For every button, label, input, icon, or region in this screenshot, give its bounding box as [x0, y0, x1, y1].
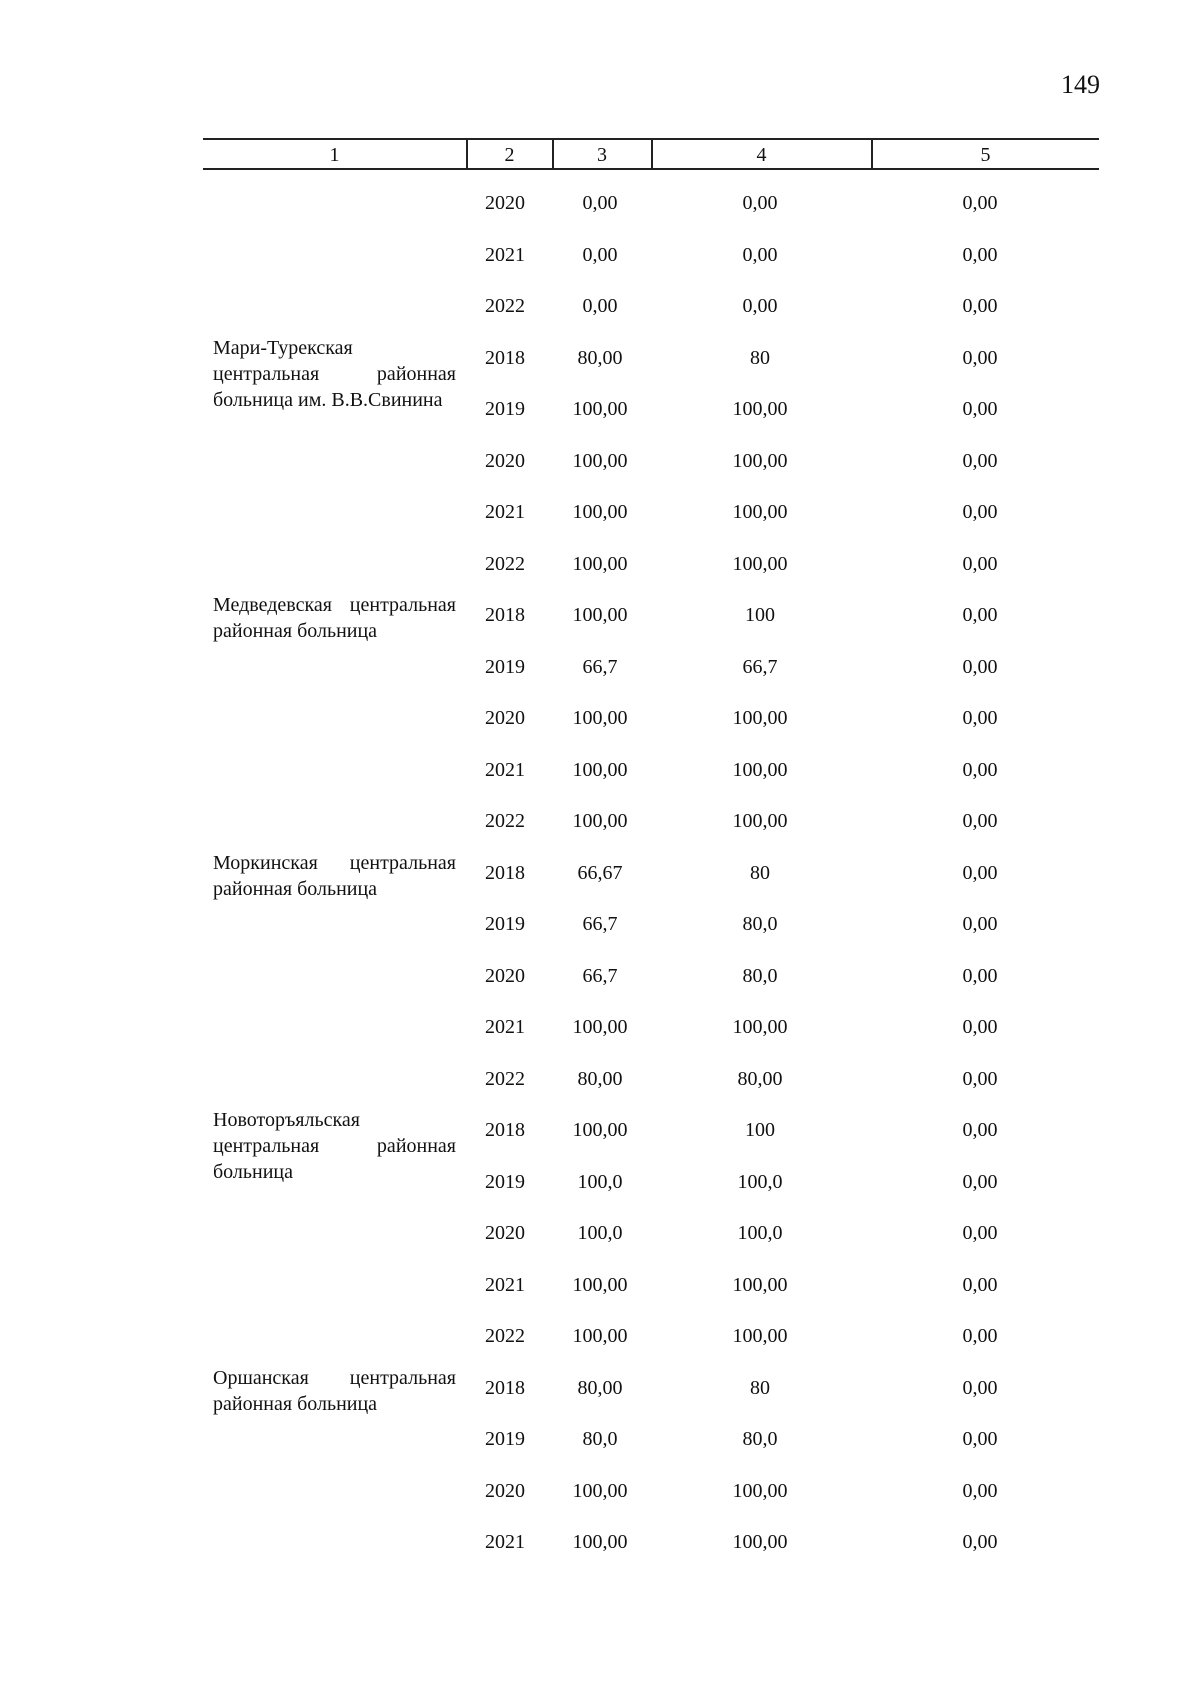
table-body [0, 176, 1200, 1567]
year-cell: 2021 [485, 243, 525, 266]
col3-value: 100,00 [572, 449, 628, 472]
year-cell: 2019 [485, 655, 525, 678]
col4-value: 100,00 [732, 1325, 788, 1347]
year-cell: 2022 [485, 295, 525, 317]
col5-value: 0,00 [962, 758, 998, 781]
col5-value: 0,00 [962, 707, 998, 729]
col5-value: 0,00 [962, 346, 998, 369]
col5-value: 0,00 [962, 243, 998, 266]
year-cell: 2022 [485, 810, 525, 832]
year-cell: 2020 [485, 964, 525, 987]
col3-value: 100,00 [572, 552, 628, 575]
table-row [0, 537, 1200, 589]
col4-value: 100,00 [732, 552, 788, 575]
year-cell: 2019 [485, 913, 525, 935]
col4-value: 0,00 [742, 243, 778, 266]
year-cell: 2020 [485, 707, 525, 729]
col5-value: 0,00 [962, 964, 998, 987]
table-row [0, 640, 1200, 692]
hospital-block [0, 588, 1200, 846]
hospital-block [0, 1361, 1200, 1567]
table-row [0, 1206, 1200, 1258]
col3-value: 100,00 [572, 1479, 628, 1502]
table-row [0, 1515, 1200, 1567]
col3-value: 100,00 [572, 1273, 628, 1296]
page-number: 149 [1061, 70, 1100, 99]
col5-value: 0,00 [962, 861, 998, 884]
col3-value: 0,00 [582, 192, 618, 214]
col4-value: 100,00 [732, 1479, 788, 1502]
table-row [0, 846, 1200, 898]
col4-value: 0,00 [742, 192, 778, 214]
col3-value: 100,00 [572, 398, 628, 420]
col5-value: 0,00 [962, 1170, 998, 1193]
table-row [0, 434, 1200, 486]
col3-value: 66,7 [582, 964, 618, 987]
col3-value: 80,0 [582, 1428, 618, 1450]
col5-value: 0,00 [962, 913, 998, 935]
year-cell: 2021 [485, 1016, 525, 1038]
col3-value: 80,00 [577, 1376, 623, 1399]
year-cell: 2018 [485, 604, 525, 626]
col4-value: 80 [750, 346, 770, 369]
col5-value: 0,00 [962, 552, 998, 575]
col4-value: 0,00 [742, 295, 778, 317]
year-cell: 2018 [485, 346, 525, 369]
year-cell: 2019 [485, 1428, 525, 1450]
table-row [0, 1361, 1200, 1413]
col3-value: 100,00 [572, 758, 628, 781]
hospital-name: Оршанская центральная районная больница [213, 1366, 456, 1415]
table-row [0, 743, 1200, 795]
col3-value: 100,00 [572, 604, 628, 626]
hospital-name: Медведевская центральная районная больница [213, 594, 456, 642]
header-col-4: 4 [756, 144, 767, 166]
table-row [0, 691, 1200, 743]
col3-value: 100,00 [572, 1119, 628, 1141]
col3-value: 100,00 [572, 1016, 628, 1038]
col4-value: 100,0 [737, 1222, 783, 1244]
table-row [0, 485, 1200, 537]
year-cell: 2021 [485, 1273, 525, 1296]
table-row [0, 897, 1200, 949]
year-cell: 2019 [485, 398, 525, 420]
year-cell: 2018 [485, 1119, 525, 1141]
col4-value: 100,00 [732, 1016, 788, 1038]
year-cell: 2021 [485, 758, 525, 781]
col3-value: 100,00 [572, 501, 628, 523]
year-cell: 2021 [485, 501, 525, 523]
year-cell: 2018 [485, 1376, 525, 1399]
col4-value: 100,00 [732, 1531, 788, 1553]
table-row [0, 794, 1200, 846]
col4-value: 100,00 [732, 501, 788, 523]
header-col-1: 1 [329, 144, 340, 166]
col3-value: 80,00 [577, 346, 623, 369]
table-row [0, 949, 1200, 1001]
col3-value: 100,00 [572, 810, 628, 832]
table-row [0, 1258, 1200, 1310]
col5-value: 0,00 [962, 1222, 998, 1244]
col5-value: 0,00 [962, 449, 998, 472]
table-row [0, 1103, 1200, 1155]
col3-value: 100,0 [577, 1170, 623, 1193]
table-row [0, 1309, 1200, 1361]
year-cell: 2020 [485, 192, 525, 214]
col4-value: 80,00 [737, 1067, 783, 1090]
col4-value: 80 [750, 861, 770, 884]
col5-value: 0,00 [962, 1067, 998, 1090]
col4-value: 80 [750, 1376, 770, 1399]
col4-value: 100 [745, 1119, 775, 1141]
hospital-block [0, 331, 1200, 589]
col4-value: 100,00 [732, 810, 788, 832]
table-row [0, 1000, 1200, 1052]
col5-value: 0,00 [962, 501, 998, 523]
col5-value: 0,00 [962, 295, 998, 317]
hospital-name: Мари-Турекская центральная районная больница им. В.В.Свинина [213, 336, 456, 411]
col3-value: 80,00 [577, 1067, 623, 1090]
col4-value: 100,00 [732, 1273, 788, 1296]
col5-value: 0,00 [962, 1428, 998, 1450]
year-cell: 2022 [485, 1325, 525, 1347]
col5-value: 0,00 [962, 1376, 998, 1399]
col5-value: 0,00 [962, 655, 998, 678]
col3-value: 100,00 [572, 1325, 628, 1347]
col3-value: 100,0 [577, 1222, 623, 1244]
year-cell: 2020 [485, 449, 525, 472]
table-row [0, 331, 1200, 383]
hospital-block [0, 846, 1200, 1104]
table-row [0, 382, 1200, 434]
col5-value: 0,00 [962, 1531, 998, 1553]
col4-value: 100,00 [732, 758, 788, 781]
year-cell: 2022 [485, 1067, 525, 1090]
year-cell: 2020 [485, 1222, 525, 1244]
header-col-3: 3 [597, 144, 607, 166]
col4-value: 100 [745, 604, 775, 626]
table-row [0, 279, 1200, 331]
year-cell: 2018 [485, 861, 525, 884]
col5-value: 0,00 [962, 810, 998, 832]
col5-value: 0,00 [962, 1119, 998, 1141]
table-row [0, 1155, 1200, 1207]
hospital-name: Моркинская центральная районная больница [213, 851, 456, 900]
col5-value: 0,00 [962, 1325, 998, 1347]
col5-value: 0,00 [962, 192, 998, 214]
col4-value: 100,0 [737, 1170, 783, 1193]
col5-value: 0,00 [962, 1479, 998, 1502]
table-row [0, 1052, 1200, 1104]
col3-value: 66,7 [582, 913, 618, 935]
col4-value: 80,0 [742, 1428, 778, 1450]
col5-value: 0,00 [962, 604, 998, 626]
col4-value: 100,00 [732, 707, 788, 729]
year-cell: 2022 [485, 552, 525, 575]
hospital-name: Новоторъяльская центральная районная больница [213, 1109, 456, 1183]
hospital-block [0, 176, 1200, 331]
col5-value: 0,00 [962, 1273, 998, 1296]
col4-value: 100,00 [732, 398, 788, 420]
table-row [0, 176, 1200, 228]
year-cell: 2019 [485, 1170, 525, 1193]
col5-value: 0,00 [962, 1016, 998, 1038]
col3-value: 66,7 [582, 655, 618, 678]
col3-value: 0,00 [582, 243, 618, 266]
table-row [0, 1412, 1200, 1464]
header-col-2: 2 [504, 144, 515, 166]
table-row [0, 588, 1200, 640]
col4-value: 100,00 [732, 449, 788, 472]
col3-value: 100,00 [572, 1531, 628, 1553]
table-row [0, 228, 1200, 280]
col3-value: 66,67 [577, 861, 623, 884]
col5-value: 0,00 [962, 398, 998, 420]
col3-value: 100,00 [572, 707, 628, 729]
col4-value: 66,7 [742, 655, 778, 678]
year-cell: 2021 [485, 1531, 525, 1553]
col4-value: 80,0 [742, 913, 778, 935]
hospital-block [0, 1103, 1200, 1361]
table-row [0, 1464, 1200, 1516]
year-cell: 2020 [485, 1479, 525, 1502]
col4-value: 80,0 [742, 964, 778, 987]
header-col-5: 5 [980, 144, 991, 166]
col3-value: 0,00 [582, 295, 618, 317]
table-header [203, 138, 1099, 170]
